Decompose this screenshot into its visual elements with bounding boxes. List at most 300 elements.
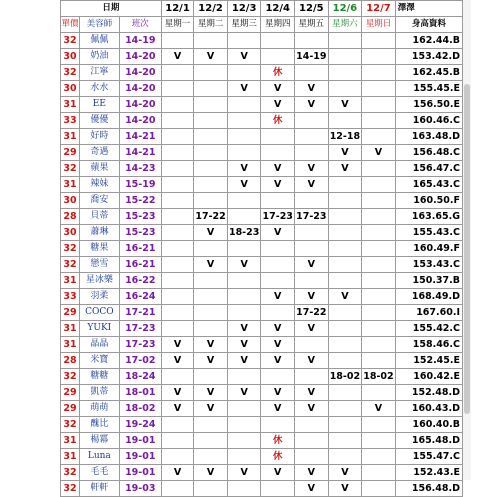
price-cell: 30 [61,49,80,65]
info-cell: 155.45.E [395,81,462,97]
info-cell: 160.50.F [395,193,462,209]
shift-cell: 19-01 [119,449,161,465]
schedule-table-viewport [60,0,463,494]
info-cell: 160.43.D [395,401,462,417]
price-cell: 33 [61,289,80,305]
schedule-cell [328,417,362,433]
schedule-cell [362,129,396,145]
schedule-cell: V [328,145,362,161]
schedule-cell: 休 [261,449,295,465]
stylist-name-cell: 水水 [79,81,119,97]
schedule-cell: V [227,337,261,353]
stylist-name-cell: YUKI [79,321,119,337]
schedule-cell: V [227,177,261,193]
schedule-cell: 18-23 [227,225,261,241]
schedule-cell [227,401,261,417]
schedule-cell [161,481,194,497]
schedule-cell [227,481,261,497]
schedule-cell: V [161,465,194,481]
info-cell: 163.48.D [395,129,462,145]
shift-cell: 18-01 [119,385,161,401]
schedule-cell [328,113,362,129]
price-cell: 31 [61,449,80,465]
price-cell: 32 [61,65,80,81]
price-cell: 31 [61,433,80,449]
info-cell: 162.45.B [395,65,462,81]
shift-cell: 14-20 [119,81,161,97]
schedule-cell [295,225,329,241]
schedule-cell [227,305,261,321]
table-row [61,113,463,129]
date-header: 12/3 [227,1,261,17]
schedule-cell [194,417,228,433]
schedule-cell [227,113,261,129]
schedule-cell [161,241,194,257]
table-row [61,481,463,497]
stylist-name-cell: 凱蒂 [79,385,119,401]
shift-cell: 16-21 [119,257,161,273]
schedule-cell [194,369,228,385]
info-cell: 158.46.C [395,337,462,353]
table-row [61,337,463,353]
info-cell: 156.50.E [395,97,462,113]
info-cell: 160.42.E [395,369,462,385]
date-header: 12/4 [261,1,295,17]
schedule-cell [161,193,194,209]
info-column-header: 身高資料 [395,17,462,33]
schedule-cell [194,113,228,129]
schedule-cell [261,145,295,161]
shift-cell: 15-22 [119,193,161,209]
schedule-cell [161,33,194,49]
schedule-cell [194,97,228,113]
schedule-cell [194,177,228,193]
schedule-cell [194,433,228,449]
table-row [61,305,463,321]
price-cell: 32 [61,161,80,177]
schedule-cell: V [161,49,194,65]
schedule-cell [328,337,362,353]
shift-cell: 14-21 [119,145,161,161]
schedule-cell: V [295,257,329,273]
schedule-cell [328,65,362,81]
header-row-dates [61,1,463,17]
stylist-name-cell: 軒軒 [79,481,119,497]
schedule-cell [328,401,362,417]
schedule-cell: 18-02 [328,369,362,385]
schedule-cell [295,417,329,433]
schedule-cell: 17-23 [295,209,329,225]
info-cell: 152.48.D [395,385,462,401]
header-row-columns [61,17,463,33]
shift-cell: 15-23 [119,209,161,225]
table-row [61,433,463,449]
schedule-cell [161,65,194,81]
schedule-cell: V [328,481,362,497]
schedule-cell [362,65,396,81]
schedule-cell [261,273,295,289]
table-row [61,209,463,225]
table-row [61,369,463,385]
stylist-name-cell: 糖果 [79,241,119,257]
table-row [61,417,463,433]
schedule-cell [261,49,295,65]
price-cell: 29 [61,305,80,321]
schedule-cell [362,273,396,289]
table-row [61,385,463,401]
price-cell: 32 [61,369,80,385]
table-row [61,401,463,417]
stylist-name-cell: 貝蒂 [79,209,119,225]
schedule-cell: V [295,481,329,497]
schedule-cell [295,193,329,209]
schedule-cell [194,305,228,321]
price-cell: 32 [61,465,80,481]
info-cell: 160.49.F [395,241,462,257]
info-cell: 162.44.B [395,33,462,49]
info-cell: 165.43.C [395,177,462,193]
price-cell: 31 [61,97,80,113]
info-cell: 168.49.D [395,289,462,305]
schedule-cell [227,289,261,305]
price-cell: 31 [61,321,80,337]
date-header-sunday: 12/7 [362,1,396,17]
schedule-cell: V [295,385,329,401]
table-row [61,225,463,241]
table-row [61,465,463,481]
price-cell: 32 [61,33,80,49]
stylist-name-cell: 戀雪 [79,257,119,273]
table-row [61,49,463,65]
schedule-cell [328,273,362,289]
schedule-cell: V [295,81,329,97]
schedule-cell: V [194,49,228,65]
schedule-cell [362,225,396,241]
scrollbar-thumb[interactable] [464,84,470,414]
schedule-cell [362,289,396,305]
date-header: 12/2 [194,1,228,17]
schedule-cell [328,241,362,257]
schedule-cell: V [295,161,329,177]
schedule-cell [261,369,295,385]
price-cell: 32 [61,257,80,273]
schedule-cell: V [261,161,295,177]
shift-cell: 15-23 [119,225,161,241]
schedule-cell: V [295,401,329,417]
schedule-cell [328,81,362,97]
schedule-cell: V [194,337,228,353]
shift-cell: 19-24 [119,417,161,433]
schedule-cell [362,97,396,113]
schedule-cell: 17-22 [295,305,329,321]
schedule-cell: V [328,97,362,113]
schedule-cell [362,49,396,65]
schedule-cell [362,433,396,449]
info-cell: 153.42.D [395,49,462,65]
schedule-cell [261,257,295,273]
price-cell: 31 [61,177,80,193]
stylist-name-cell: 辣妹 [79,177,119,193]
schedule-cell [295,241,329,257]
schedule-cell [295,369,329,385]
stylist-name-cell: 奇遇 [79,145,119,161]
schedule-cell: V [227,161,261,177]
schedule-cell: V [194,401,228,417]
schedule-cell [261,481,295,497]
price-cell: 32 [61,417,80,433]
info-cell: 160.40.B [395,417,462,433]
schedule-cell [362,257,396,273]
schedule-cell: V [328,289,362,305]
schedule-cell [328,225,362,241]
schedule-cell: V [328,465,362,481]
schedule-cell: V [227,385,261,401]
schedule-cell [227,273,261,289]
schedule-cell [261,417,295,433]
schedule-cell [328,433,362,449]
schedule-cell: V [161,401,194,417]
stylist-name-cell: COCO [79,305,119,321]
schedule-cell [261,305,295,321]
price-cell: 30 [61,81,80,97]
schedule-cell [161,305,194,321]
schedule-cell [227,369,261,385]
stylist-column-header: 美容師 [79,17,119,33]
table-row [61,145,463,161]
shift-cell: 18-02 [119,401,161,417]
schedule-cell [194,161,228,177]
info-cell: 152.45.E [395,353,462,369]
schedule-cell: V [161,353,194,369]
schedule-cell [194,241,228,257]
schedule-cell [295,145,329,161]
schedule-cell: V [261,337,295,353]
schedule-cell [328,177,362,193]
price-cell: 28 [61,353,80,369]
weekday-header: 星期一 [161,17,194,33]
schedule-cell [362,449,396,465]
weekday-header: 星期三 [227,17,261,33]
schedule-cell [161,321,194,337]
schedule-cell [362,417,396,433]
schedule-cell: V [295,97,329,113]
schedule-cell [362,113,396,129]
stylist-name-cell: 萌萌 [79,401,119,417]
stylist-name-cell: 江寧 [79,65,119,81]
schedule-cell [362,193,396,209]
price-cell: 32 [61,241,80,257]
schedule-cell [227,145,261,161]
schedule-cell: V [194,353,228,369]
schedule-cell [328,33,362,49]
schedule-cell: V [261,321,295,337]
schedule-cell [328,193,362,209]
schedule-cell: V [295,321,329,337]
schedule-cell [362,465,396,481]
schedule-cell: V [161,337,194,353]
schedule-cell [194,33,228,49]
schedule-cell [227,449,261,465]
stylist-name-cell: 優優 [79,113,119,129]
schedule-cell: V [227,257,261,273]
shift-cell: 17-02 [119,353,161,369]
schedule-cell [161,417,194,433]
info-cell: 156.48.C [395,145,462,161]
shift-cell: 16-21 [119,241,161,257]
stylist-name-cell: 奶油 [79,49,119,65]
schedule-cell [261,33,295,49]
info-cell: 165.48.D [395,433,462,449]
schedule-cell: V [194,225,228,241]
price-cell: 31 [61,273,80,289]
schedule-cell [295,65,329,81]
stylist-name-cell: 晶晶 [79,337,119,353]
table-row [61,257,463,273]
info-cell: 160.46.C [395,113,462,129]
schedule-cell [261,129,295,145]
price-cell: 29 [61,145,80,161]
stylist-name-cell: 好時 [79,129,119,145]
stylist-name-cell: 醜比 [79,417,119,433]
vertical-scrollbar[interactable] [463,0,471,480]
schedule-cell [328,209,362,225]
schedule-cell [227,417,261,433]
stylist-name-cell: 蘋果 [79,161,119,177]
schedule-cell: V [227,465,261,481]
schedule-cell [362,81,396,97]
shift-cell: 14-20 [119,49,161,65]
schedule-cell [362,305,396,321]
schedule-cell: 17-22 [194,209,228,225]
table-row [61,193,463,209]
schedule-cell: 休 [261,113,295,129]
schedule-cell: 18-02 [362,369,396,385]
schedule-cell [295,337,329,353]
shift-cell: 15-19 [119,177,161,193]
stylist-name-cell: 喬安 [79,193,119,209]
schedule-cell [227,97,261,113]
schedule-cell [261,193,295,209]
price-cell: 29 [61,385,80,401]
schedule-cell [362,241,396,257]
date-header: 12/5 [295,1,329,17]
schedule-cell [362,209,396,225]
info-cell: 156.47.C [395,161,462,177]
schedule-cell [295,273,329,289]
shift-cell: 17-23 [119,337,161,353]
shift-cell: 14-20 [119,65,161,81]
schedule-cell: V [261,385,295,401]
schedule-cell [194,481,228,497]
schedule-cell: V [261,289,295,305]
info-cell: 167.60.I [395,305,462,321]
weekday-header: 星期二 [194,17,228,33]
weekday-header: 星期四 [261,17,295,33]
schedule-cell [194,289,228,305]
schedule-cell: V [362,145,396,161]
shift-cell: 17-21 [119,305,161,321]
schedule-cell: V [227,353,261,369]
table-row [61,33,463,49]
price-cell: 30 [61,193,80,209]
schedule-cell [161,225,194,241]
shift-cell: 19-01 [119,465,161,481]
schedule-cell [194,193,228,209]
shift-cell: 14-23 [119,161,161,177]
schedule-cell [161,145,194,161]
schedule-cell [161,161,194,177]
table-row [61,321,463,337]
schedule-cell [227,65,261,81]
table-row [61,353,463,369]
shift-cell: 14-20 [119,97,161,113]
date-header-saturday: 12/6 [328,1,362,17]
price-cell: 33 [61,113,80,129]
info-cell: 150.37.B [395,273,462,289]
stylist-name-cell: 蕭琳 [79,225,119,241]
schedule-cell [161,257,194,273]
schedule-cell: V [295,177,329,193]
schedule-cell [362,321,396,337]
schedule-cell [295,113,329,129]
price-cell: 31 [61,337,80,353]
shift-cell: 19-01 [119,433,161,449]
table-row [61,65,463,81]
stylist-name-cell: 佩佩 [79,33,119,49]
schedule-cell [261,241,295,257]
schedule-cell: V [194,465,228,481]
stylist-name-cell: 星冰樂 [79,273,119,289]
schedule-cell: V [261,225,295,241]
stylist-name-cell: 毛毛 [79,465,119,481]
shift-cell: 14-21 [119,129,161,145]
schedule-cell [161,433,194,449]
info-cell: 156.48.D [395,481,462,497]
table-row [61,241,463,257]
schedule-cell [161,97,194,113]
schedule-cell [161,177,194,193]
schedule-cell [362,385,396,401]
schedule-cell [161,449,194,465]
stylist-name-cell: 糖糖 [79,369,119,385]
schedule-cell [194,145,228,161]
schedule-cell: 14-19 [295,49,329,65]
schedule-cell [161,273,194,289]
table-row [61,449,463,465]
schedule-cell: V [261,353,295,369]
price-cell: 29 [61,401,80,417]
schedule-cell [328,257,362,273]
schedule-cell: V [227,321,261,337]
schedule-cell [227,433,261,449]
schedule-cell [161,81,194,97]
schedule-cell [295,129,329,145]
schedule-cell: V [261,465,295,481]
schedule-cell [328,305,362,321]
schedule-cell [295,433,329,449]
shift-cell: 19-03 [119,481,161,497]
info-cell: 152.43.E [395,465,462,481]
stylist-name-cell: Luna [79,449,119,465]
price-cell: 31 [61,129,80,145]
schedule-cell [362,337,396,353]
schedule-cell [328,321,362,337]
schedule-cell [362,481,396,497]
weekday-header-sunday: 星期日 [362,17,396,33]
schedule-cell [362,177,396,193]
shift-cell: 16-22 [119,273,161,289]
shift-cell: 17-23 [119,321,161,337]
